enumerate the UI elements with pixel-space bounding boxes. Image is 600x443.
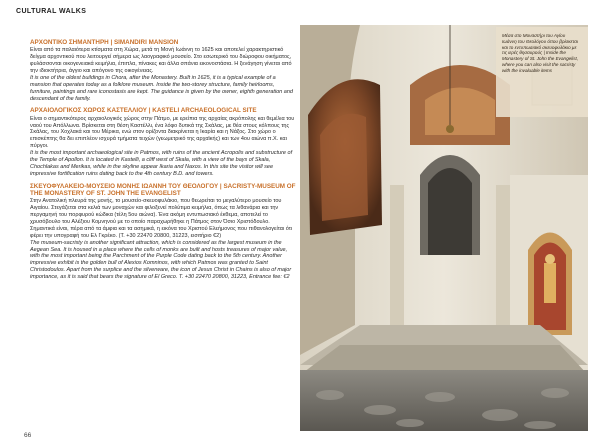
entry-simandiri-mansion	[30, 39, 296, 102]
text-column	[16, 8, 294, 438]
entry-title-greek: ΣΚΕΥΟΦΥΛΑΚΕΙΟ-ΜΟΥΣΕΙΟ ΜΟΝΗΣ ΙΩΑΝΝΗ ΤΟΥ ΘΕΟΛΟΓΟΥ	[30, 182, 219, 190]
entry-title: ΣΚΕΥΟΦΥΛΑΚΕΙΟ-ΜΟΥΣΕΙΟ ΜΟΝΗΣ ΙΩΑΝΝΗ ΤΟΥ ΘΕΟΛΟΓΟΥ | SACRISTY-MUSEUM OF THE MONASTERY OF ST. JOHN THE EVANGELIST	[30, 182, 296, 198]
section-header: CULTURAL WALKS	[16, 8, 87, 15]
monastery-photo	[300, 25, 588, 431]
photo-caption-greek: Μέσα στο Μοναστήρι του Αγίου Ιωάννη του Θεολόγου όπου βρίσκεται και το εντυπωσιακό σκευοφυλάκιο με τις ιερές θησαυρούς	[502, 33, 578, 56]
entry-text-english: It is one of the oldest buildings in Chora, after the Monastery. Built in 1625, it is a typical example of a mansion that operates today as a folklore museum. Inside the two-storey structure, family heirlooms, furniture, paintings and rare iconostasis are kept. The guidance is given by the owner, eighth generation and descendant of the family.	[30, 74, 293, 102]
page-number: 66	[24, 432, 32, 439]
entries-list	[30, 39, 296, 286]
entry-title-english: SIMANDIRI MANSION	[113, 39, 179, 46]
entry-title: ΑΡΧΑΙΟΛΟΓΙΚΟΣ ΧΩΡΟΣ ΚΑΣΤΕΛΛΙΟΥ | KASTELI ARCHAEOLOGICAL SITE	[30, 107, 257, 115]
entry-title-greek: ΑΡΧΑΙΟΛΟΓΙΚΟΣ ΧΩΡΟΣ ΚΑΣΤΕΛΛΙΟΥ	[30, 107, 147, 115]
entry-text-greek: Είναι από τα παλαιότερα κτίσματα στη Χώρα, μετά τη Μονή Ιωάννη το 1625 και αποτελεί χαρακτηριστικό δείγμα αρχοντικού που λειτουργεί σήμερα ως λαογραφικό μουσείο. Στο εσωτερικό του διώροφου οικήματος, φυλάσσονται οικογενειακά κειμήλια, έπιπλα, πίνακες και άλλα σπάνια εικονοστάσια. Η ξενάγηση γίνεται από την ιδιοκτήτρια, άγγιο και απόγονο της οικογένειας.	[30, 47, 292, 74]
photo-caption-english: Inside the Monastery of St. John the Evangelist, where you can also visit the sacristy with the invaluable items	[502, 50, 579, 73]
entry-text-greek: Είναι ο σημαντικότερος αρχαιολογικός χώρος στην Πάτμο, με ερείπια της αρχαίας ακρόπολης και θεμέλια του ναού του Απόλλωνα. Βρίσκεται στη θέση Καστέλλι, ένα λόφο δυτικά της Σκάλας, με θέα στους κόλπους της Σκάλας, του Χοχλακά και του Μέρικα, ενώ στον ορίζοντα διακρίνεται η Ικαρία και η Νάξος. Στο χώρο ο επισκέπτης θα δει επιπλέον ισχυρά τμήματα τειχών (γεωμετρικό της αρχαϊκής) και των 4ου αιώνα π.Χ. και πύργοι.	[30, 115, 295, 150]
entry-title-greek: ΑΡΧΟΝΤΙΚΟ ΣΗΜΑΝΤΗΡΗ	[30, 39, 109, 46]
entry-title-english: KASTELI ARCHAEOLOGICAL SITE	[152, 107, 257, 115]
photo-caption	[502, 33, 580, 74]
entry-text-english: The museum-sacristy is another significant attraction, which is considered as the largest museum in the Aegean Sea. It is housed in a place where the cells of monks are built and hosts treasures of major value, with the most important being the Parchment of the Purple Code dating back to the 5th century. Another impressive exhibit is the golden bull of Alexios Komninos, with which Patmos was granted to Saint Christodoulos. Apart from the surplice and the silverware, the icon of Jesus Christ in Chains is also of major importance, as it is said that bears the signature of El Greco. T. +30 22470 20800, 31223, Entrance fee: €2	[30, 239, 292, 281]
entry-sacristy-museum	[30, 183, 296, 281]
entry-title: ΑΡΧΟΝΤΙΚΟ ΣΗΜΑΝΤΗΡΗ | SIMANDIRI MANSION	[30, 39, 179, 46]
monastery-courtyard-illustration	[300, 25, 588, 431]
entry-text-greek: Στην Ανατολική πλευρά της μονής, το μουσείο-σκευοφυλάκιο, που θεωρείται το μεγαλύτερο μουσείο του Αιγαίου. Στεγάζεται στα κελιά των μοναχών και φιλοξενεί πολύτιμα κειμήλια, όπως τα λιθανάρια και την περγαμηνή του πορφυρού κώδικα (τέλη 5ου αιώνα). Ένα ακόμη εντυπωσιακό έκθεμα, αποτελεί το χρυσόβουλο του Αλέξιου Κομνηνού με το οποίο παραχωρήθηκε η Πάτμος στον Όσιο Χριστόδουλο. Σημαντικά είναι, πέρα από τα άμφια και τα ασημικά, η εικόνα του Χριστού Ελεήμονος που πιθανολογείται ότι φέρει την υπογραφή του Ελ Γκρέκο. (T. +30 22470 20800, 31223, εισιτήριο €2)	[30, 198, 293, 239]
caption-separator: |	[543, 50, 546, 56]
entry-kasteli-site	[30, 107, 296, 177]
entry-text-english: It is the most important archaeological site in Patmos, with ruins of the ancient Acropolis and substructure of the Temple of Apollon. It is located in Kastelli, a cliff west of Skala, with a view of the bays of Skala, Chochlakas and Merikas, while in the skyline appear Ikaria and Naxos. In this site the visitor will see impressive fortification ruins dating back to the 4th century B.D. and towers.	[30, 150, 293, 177]
entry-title-english: SACRISTY-MUSEUM OF THE MONASTERY OF ST. JOHN THE EVANGELIST	[30, 182, 296, 198]
